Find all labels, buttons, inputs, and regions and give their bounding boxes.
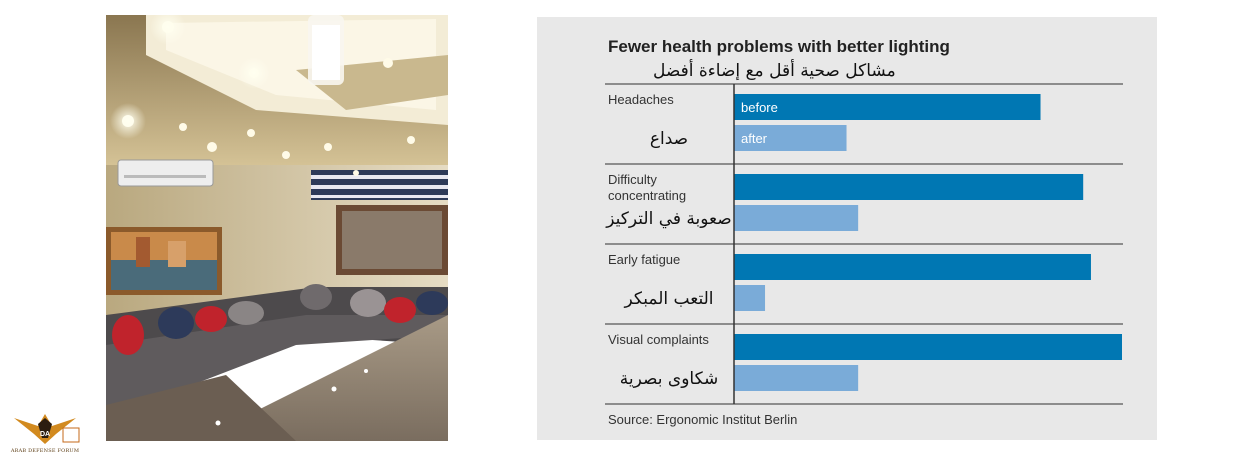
- logo-caption: ARAB DEFENSE FORUM: [10, 448, 80, 454]
- chart-source: Source: Ergonomic Institut Berlin: [608, 412, 798, 427]
- category-label: Early fatigue: [608, 252, 681, 267]
- chart-subtitle-arabic: مشاكل صحية أقل مع إضاءة أفضل: [653, 61, 896, 81]
- svg-text:DA: DA: [39, 431, 51, 438]
- bar-chart: [537, 17, 1157, 440]
- bar-before-1: [734, 174, 1083, 200]
- bar-before-2: [734, 254, 1091, 280]
- series-label-before: before: [741, 100, 778, 115]
- bar-before-3: [734, 334, 1122, 360]
- chart-panel: [537, 17, 1157, 440]
- bar-before-0: [734, 94, 1041, 120]
- bar-after-2: [734, 285, 765, 311]
- category-label: Visual complaints: [608, 332, 709, 347]
- category-label: Headaches: [608, 92, 674, 107]
- bar-after-1: [734, 205, 858, 231]
- category-label-arabic: التعب المبكر: [624, 289, 714, 309]
- forum-logo: [8, 408, 82, 460]
- category-label-arabic: صداع: [649, 129, 689, 149]
- category-label: Difficulty concentrating: [608, 172, 687, 203]
- series-label-after: after: [741, 131, 768, 146]
- bar-after-3: [734, 365, 858, 391]
- chart-title: Fewer health problems with better lighting: [608, 37, 950, 56]
- eagle-emblem-icon: [8, 408, 82, 448]
- room-photo: [106, 15, 448, 441]
- category-label-arabic: شكاوى بصرية: [619, 369, 719, 389]
- category-label-arabic: صعوبة في التركيز: [606, 209, 732, 229]
